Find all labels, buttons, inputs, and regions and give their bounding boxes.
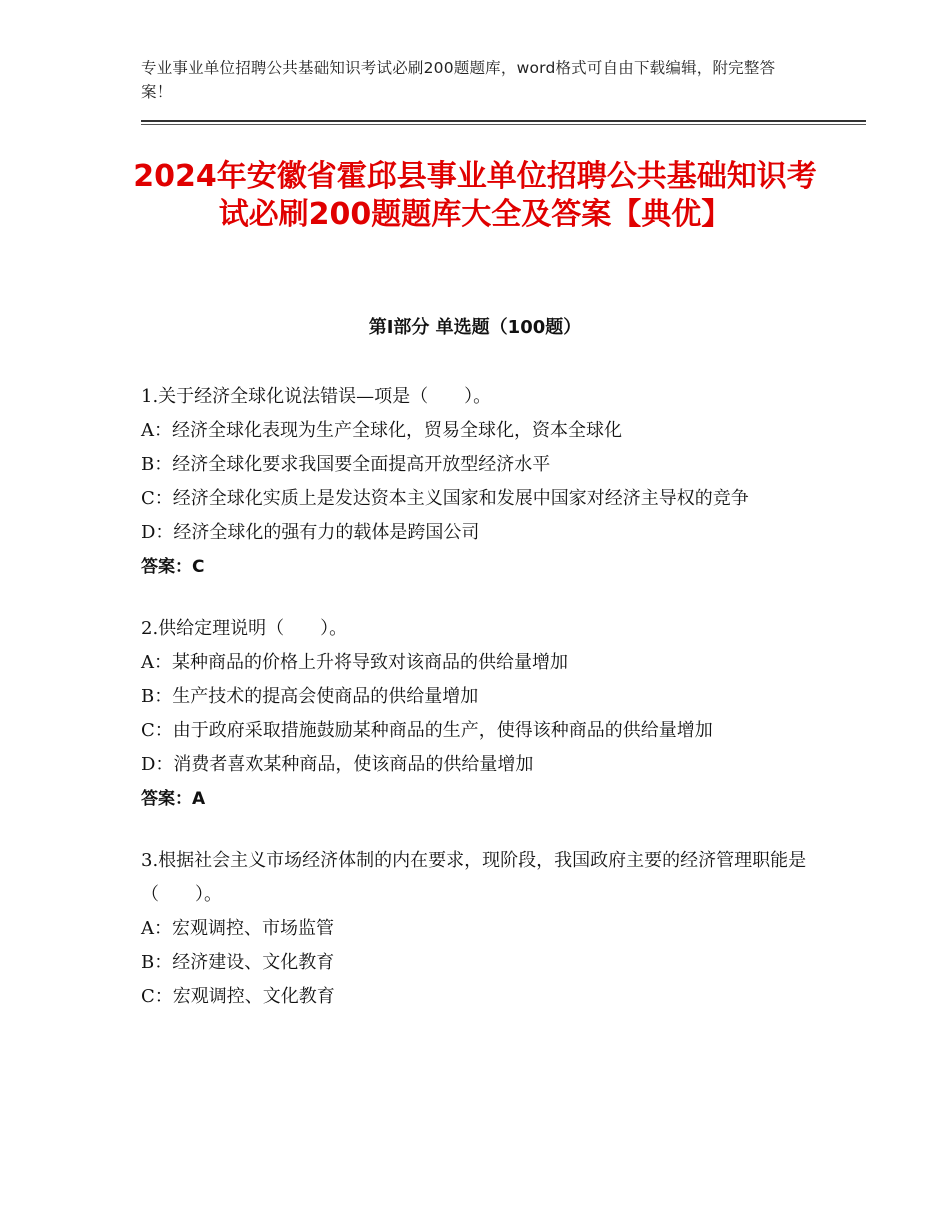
question-3 — [141, 844, 809, 1014]
option-d: D：消费者喜欢某种商品，使该商品的供给量增加 — [141, 754, 534, 775]
option-a: A：宏观调控、市场监管 — [141, 918, 334, 939]
question-stem: 1.关于经济全球化说法错误—项是（ ）。 — [141, 386, 492, 407]
header-rule-thick — [141, 120, 866, 122]
option-b: B：经济全球化要求我国要全面提高开放型经济水平 — [141, 454, 551, 475]
section-heading: 第Ⅰ部分 单选题（100题） — [368, 317, 582, 338]
question-list — [141, 380, 809, 1042]
answer-label: 答案：C — [141, 557, 205, 577]
question-stem: 2.供给定理说明（ ）。 — [141, 618, 348, 639]
option-a: A：某种商品的价格上升将导致对该商品的供给量增加 — [141, 652, 568, 673]
option-c: C：由于政府采取措施鼓励某种商品的生产，使得该种商品的供给量增加 — [141, 720, 713, 741]
question-stem: 3.根据社会主义市场经济体制的内在要求，现阶段，我国政府主要的经济管理职能是（ ）。 — [141, 850, 807, 905]
document-title: 2024年安徽省霍邱县事业单位招聘公共基础知识考试必刷200题题库大全及答案【典优】 — [133, 159, 817, 232]
option-c: C：宏观调控、文化教育 — [141, 986, 335, 1007]
header-rule-thin — [141, 124, 866, 125]
answer-label: 答案：A — [141, 789, 206, 809]
question-2 — [141, 612, 809, 816]
option-d: D：经济全球化的强有力的载体是跨国公司 — [141, 522, 480, 543]
option-c: C：经济全球化实质上是发达资本主义国家和发展中国家对经济主导权的竞争 — [141, 488, 749, 509]
option-b: B：生产技术的提高会使商品的供给量增加 — [141, 686, 479, 707]
question-1 — [141, 380, 809, 584]
option-a: A：经济全球化表现为生产全球化，贸易全球化，资本全球化 — [141, 420, 622, 441]
option-b: B：经济建设、文化教育 — [141, 952, 335, 973]
header-note: 专业事业单位招聘公共基础知识考试必刷200题题库，word格式可自由下载编辑，附完整答案！ — [141, 59, 776, 101]
